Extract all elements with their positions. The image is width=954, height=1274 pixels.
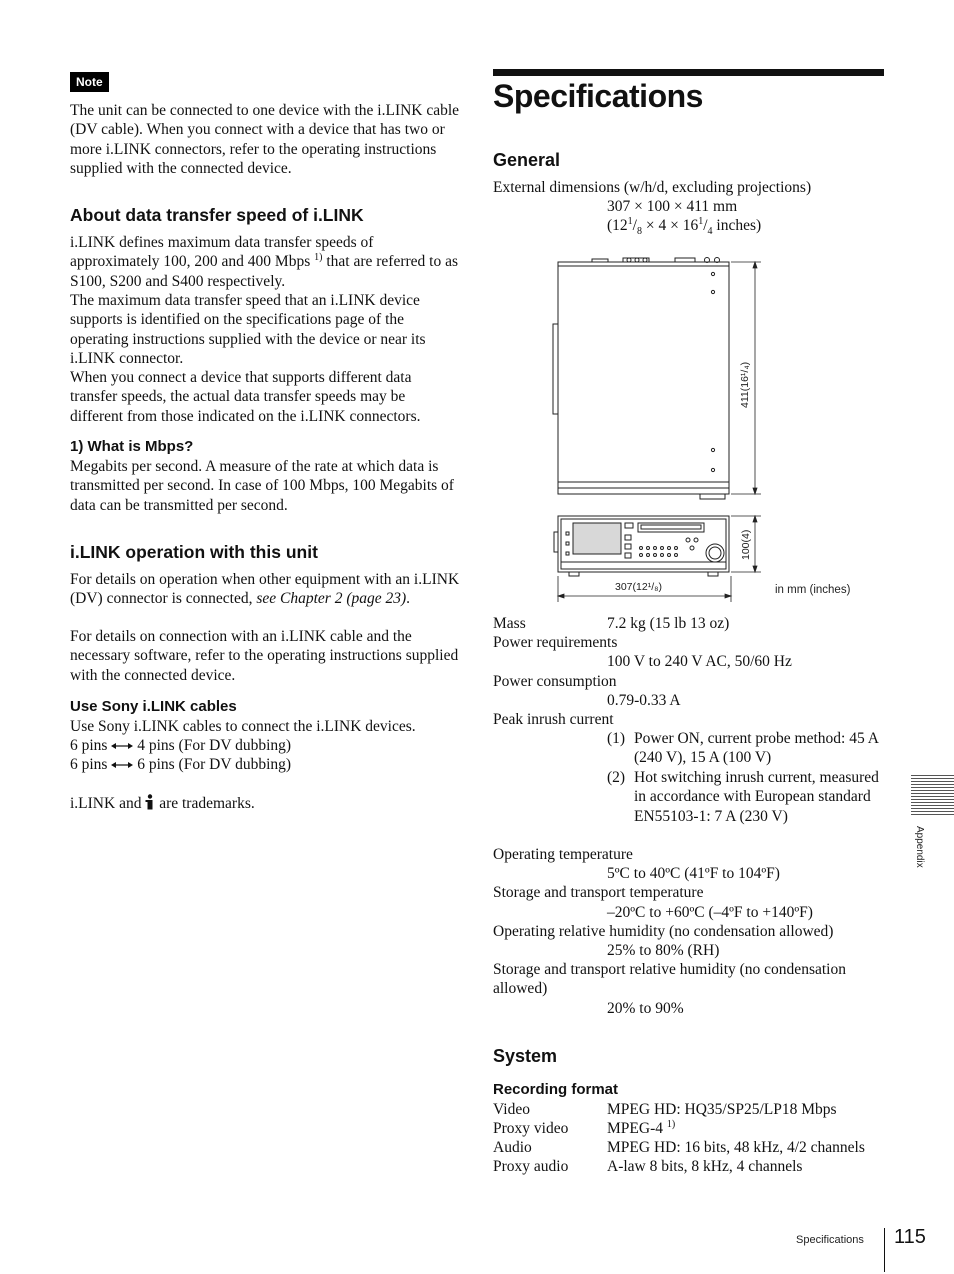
storage-humidity-label: Storage and transport relative humidity (no condensation allowed) xyxy=(493,961,846,998)
recording-format-heading: Recording format xyxy=(493,1081,619,1098)
video-label: Video xyxy=(493,1101,530,1118)
chapter-reference-link[interactable]: see Chapter 2 (page 23) xyxy=(256,590,407,608)
power-cons-value: 0.79-0.33 A xyxy=(607,692,681,709)
ext-dim-in-part: × 4 × 16 xyxy=(641,217,699,234)
footer-divider xyxy=(884,1228,885,1272)
pins-line-1 xyxy=(70,736,462,755)
general-heading: General xyxy=(493,150,561,170)
ext-dim-in-part: inches) xyxy=(712,217,762,234)
about-paragraph-3: When you connect a device that supports different data transfer speeds, the actual data transfer speeds may be different from those indicated on the i.LINK connectors. xyxy=(70,369,421,425)
proxy-audio-label: Proxy audio xyxy=(493,1158,569,1175)
top-view-drawing xyxy=(553,258,729,500)
page-title: Specifications xyxy=(493,78,703,114)
appendix-tab-label: Appendix xyxy=(914,826,925,868)
operation-paragraph-2: For details on connection with an i.LINK cable and the necessary software, refer to the operating instructions supplied with the connected device. xyxy=(70,628,459,684)
trademark-text-a: i.LINK and xyxy=(70,795,142,812)
appendix-tab xyxy=(911,826,931,886)
note-text: The unit can be connected to one device with the i.LINK cable (DV cable). When you connect with a device that has two or more i.LINK connectors, refer to the operating instructions supplied with the connected device. xyxy=(70,102,460,177)
note-badge xyxy=(70,72,109,92)
storage-humidity-value: 20% to 90% xyxy=(607,1000,684,1017)
proxy-video-label: Proxy video xyxy=(493,1120,569,1137)
mass-label: Mass xyxy=(493,615,526,632)
inrush-1-text: Power ON, current probe method: 45 A (240 V), 15 A (100 V) xyxy=(634,730,879,767)
operation-heading: i.LINK operation with this unit xyxy=(70,542,318,562)
inrush-label: Peak inrush current xyxy=(493,711,614,728)
cables-text: Use Sony i.LINK cables to connect the i.LINK devices. xyxy=(70,718,416,735)
power-req-label: Power requirements xyxy=(493,634,618,651)
about-p1-text: i.LINK defines maximum data transfer speeds of approximately 100, 200 and 400 Mbps xyxy=(70,234,374,271)
inrush-2-number: (2) xyxy=(607,769,626,786)
ilink-logo-icon xyxy=(145,794,155,810)
ext-dim-inches xyxy=(607,215,887,238)
op-temp-label: Operating temperature xyxy=(493,846,633,863)
proxy-video-footnote-ref: 1) xyxy=(666,1118,676,1130)
inrush-1-number: (1) xyxy=(607,730,626,747)
storage-temp-label: Storage and transport temperature xyxy=(493,884,704,901)
operation-paragraph-1 xyxy=(70,570,462,609)
ext-dim-in-part: 1 xyxy=(698,215,704,227)
footnote-heading: 1) What is Mbps? xyxy=(70,438,194,455)
ext-dim-in-part: (12 xyxy=(607,217,628,234)
pins-2-source: 6 pins xyxy=(70,756,108,773)
note-label: Note xyxy=(76,75,103,89)
trademark-line xyxy=(70,794,462,813)
operation-p1-text: For details on operation when other equipment with an i.LINK (DV) connector is connected, xyxy=(70,571,460,608)
units-label: in mm (inches) xyxy=(775,584,851,596)
ext-dim-label: External dimensions (w/h/d, excluding projections) xyxy=(493,179,812,196)
audio-value: MPEG HD: 16 bits, 48 kHz, 4/2 channels xyxy=(607,1139,865,1156)
double-arrow-icon xyxy=(111,760,133,770)
proxy-video-text: MPEG-4 xyxy=(607,1120,663,1137)
video-value: MPEG HD: HQ35/SP25/LP18 Mbps xyxy=(607,1101,837,1118)
height-label: 100(4) xyxy=(740,529,752,560)
ext-dim-in-part: 8 xyxy=(636,226,642,238)
front-view-drawing xyxy=(554,516,729,576)
power-cons-label: Power consumption xyxy=(493,673,617,690)
ext-dim-in-part: / xyxy=(703,217,708,234)
depth-label: 411(16¹/₄) xyxy=(739,361,751,408)
system-heading: System xyxy=(493,1046,558,1066)
about-paragraph-1 xyxy=(70,233,462,291)
proxy-video-value xyxy=(607,1119,887,1138)
storage-temp-value: –20ºC to +60ºC (–4ºF to +140ºF) xyxy=(607,904,813,921)
pins-1-target: 4 pins (For DV dubbing) xyxy=(137,737,292,754)
page-number: 115 xyxy=(894,1226,926,1248)
about-p1-footnote-ref: 1) xyxy=(314,252,323,264)
proxy-audio-value: A-law 8 bits, 8 kHz, 4 channels xyxy=(607,1158,803,1175)
inrush-2-text: Hot switching inrush current, measured in accordance with European standard EN55103-1: 7 A (230 V) xyxy=(634,769,879,825)
appendix-tab-marker xyxy=(911,775,954,817)
footnote-text: Megabits per second. A measure of the rate at which data is transmitted per second. In case of 100 Mbps, 100 Megabits of data can be transmitted per second. xyxy=(70,458,454,514)
pins-2-target: 6 pins (For DV dubbing) xyxy=(137,756,292,773)
about-p1-text-cont: that are referred to as S100, S200 and S400 respectively. xyxy=(70,253,458,290)
double-arrow-icon xyxy=(111,741,133,751)
operation-p1-end: . xyxy=(406,590,411,608)
trademark-text-b: are trademarks. xyxy=(159,795,255,812)
width-label: 307(12¹/₈) xyxy=(615,581,662,593)
audio-label: Audio xyxy=(493,1139,532,1156)
op-temp-value: 5ºC to 40ºC (41ºF to 104ºF) xyxy=(607,865,780,882)
dimensions-diagram xyxy=(545,250,875,606)
ext-dim-in-part: / xyxy=(632,217,637,234)
ext-dim-in-part: 4 xyxy=(707,226,713,238)
ext-dim-mm: 307 × 100 × 411 mm xyxy=(607,198,738,215)
about-paragraph-2: The maximum data transfer speed that an i.LINK device supports is identified on the specifications page of the operating instructions supplied with the device or near its i.LINK connector. xyxy=(70,292,426,367)
op-humidity-value: 25% to 80% (RH) xyxy=(607,942,720,959)
ext-dim-in-part: 1 xyxy=(627,215,633,227)
title-rule xyxy=(493,69,884,76)
op-humidity-label: Operating relative humidity (no condensation allowed) xyxy=(493,923,834,940)
pins-line-2 xyxy=(70,755,462,774)
power-req-value: 100 V to 240 V AC, 50/60 Hz xyxy=(607,653,792,670)
mass-value: 7.2 kg (15 lb 13 oz) xyxy=(607,615,730,632)
cables-heading: Use Sony i.LINK cables xyxy=(70,698,237,715)
about-heading: About data transfer speed of i.LINK xyxy=(70,205,364,225)
pins-1-source: 6 pins xyxy=(70,737,108,754)
footer-section: Specifications xyxy=(796,1234,864,1246)
